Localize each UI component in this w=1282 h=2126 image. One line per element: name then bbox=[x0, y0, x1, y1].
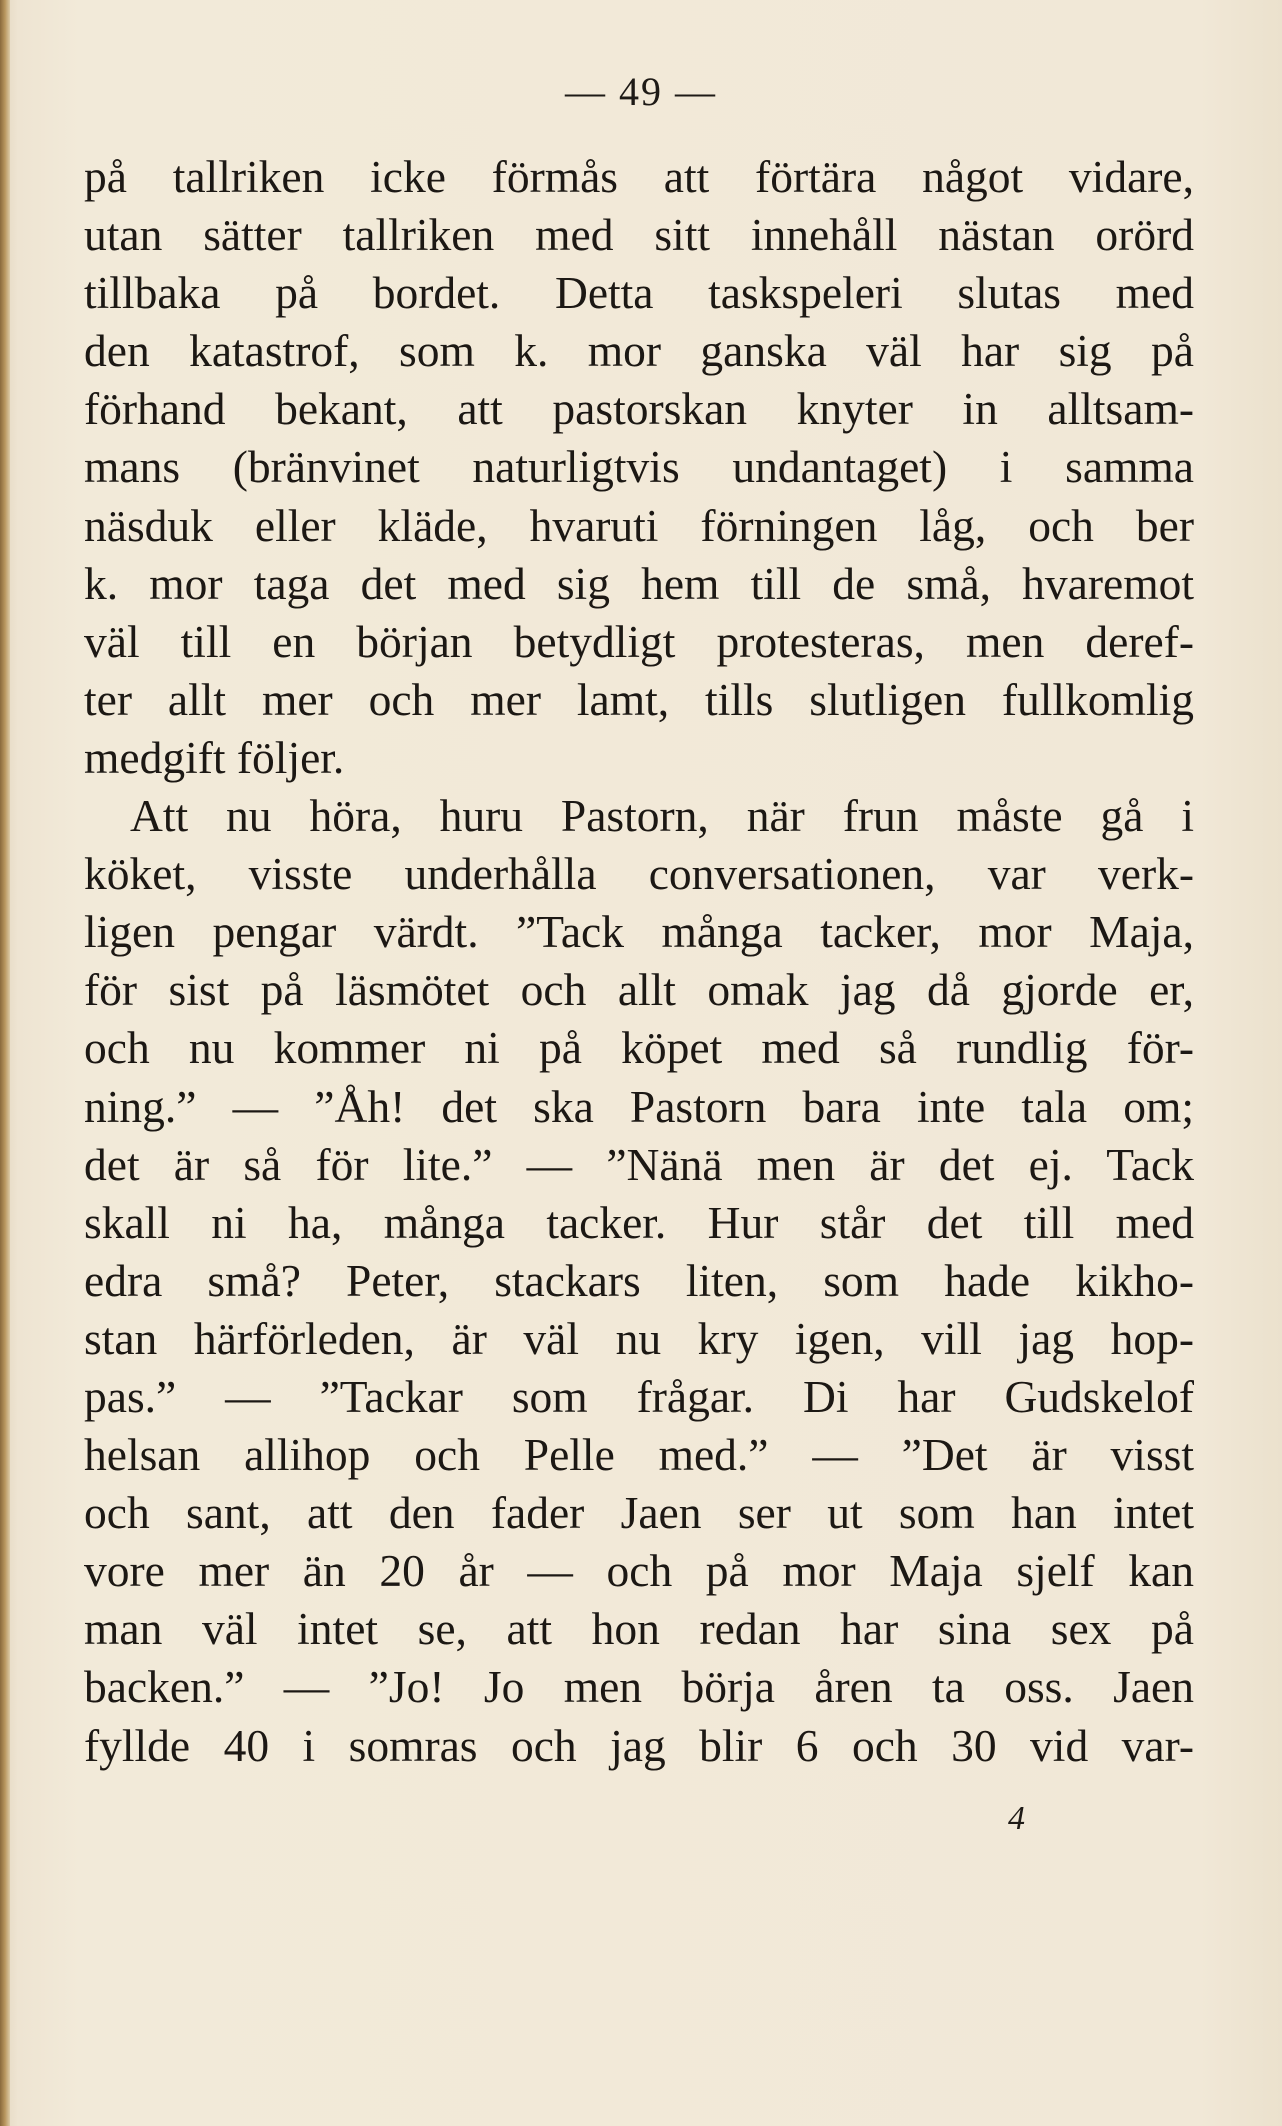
text-line: ning.” — ”Åh! det ska Pastorn bara inte tala om; bbox=[84, 1080, 1194, 1132]
text-line: skall ni ha, många tacker. Hur står det till med bbox=[84, 1196, 1194, 1248]
text-line: det är så för lite.” — ”Nänä men är det ej. Tack bbox=[84, 1138, 1194, 1190]
text-line: mans (bränvinet naturligtvis undantaget) i samma bbox=[84, 441, 1194, 493]
text-line: backen.” — ”Jo! Jo men börja åren ta oss. Jaen bbox=[84, 1661, 1194, 1713]
text-line: helsan allihop och Pelle med.” — ”Det är visst bbox=[84, 1429, 1194, 1481]
text-line: fyllde 40 i somras och jag blir 6 och 30 vid var- bbox=[84, 1719, 1194, 1771]
text-line: man väl intet se, att hon redan har sina sex på bbox=[84, 1603, 1194, 1655]
text-line: på tallriken icke förmås att förtära något vidare, bbox=[84, 151, 1194, 202]
text-line: förhand bekant, att pastorskan knyter in alltsam- bbox=[84, 383, 1194, 435]
text-line: köket, visste underhålla conversationen, var verk- bbox=[84, 848, 1194, 900]
text-line: k. mor taga det med sig hem till de små, hvaremot bbox=[84, 557, 1194, 609]
text-line: edra små? Peter, stackars liten, som hade kikho- bbox=[84, 1254, 1194, 1306]
text-line: för sist på läsmötet och allt omak jag då gjorde er, bbox=[84, 964, 1194, 1016]
text-line: pas.” — ”Tackar som frågar. Di har Gudskelof bbox=[84, 1370, 1194, 1422]
text-line: ligen pengar värdt. ”Tack många tacker, mor Maja, bbox=[84, 906, 1194, 958]
text-line: och nu kommer ni på köpet med så rundlig för- bbox=[84, 1022, 1194, 1074]
text-line: vore mer än 20 år — och på mor Maja sjelf kan bbox=[84, 1545, 1194, 1597]
binding-edge bbox=[0, 0, 10, 2126]
text-line: utan sätter tallriken med sitt innehåll nästan orörd bbox=[84, 209, 1194, 261]
page-number: — 49 — bbox=[565, 69, 717, 114]
text-line: väl till en början betydligt protesteras, men deref- bbox=[84, 615, 1194, 667]
signature-mark: 4 bbox=[1008, 1800, 1025, 1837]
text-line: näsduk eller kläde, hvaruti förningen låg, och ber bbox=[84, 499, 1194, 551]
text-line: och sant, att den fader Jaen ser ut som han intet bbox=[84, 1487, 1194, 1539]
text-line: tillbaka på bordet. Detta taskspeleri slutas med bbox=[84, 267, 1194, 319]
text-line: stan härförleden, är väl nu kry igen, vill jag hop- bbox=[84, 1312, 1194, 1364]
body-text bbox=[84, 148, 1194, 1775]
text-line: den katastrof, som k. mor ganska väl har sig på bbox=[84, 325, 1194, 377]
text-line: ter allt mer och mer lamt, tills slutligen fullkomlig bbox=[84, 673, 1194, 725]
text-line: Att nu höra, huru Pastorn, när frun måste gå i bbox=[130, 790, 1194, 842]
text-line: medgift följer. bbox=[84, 731, 345, 783]
